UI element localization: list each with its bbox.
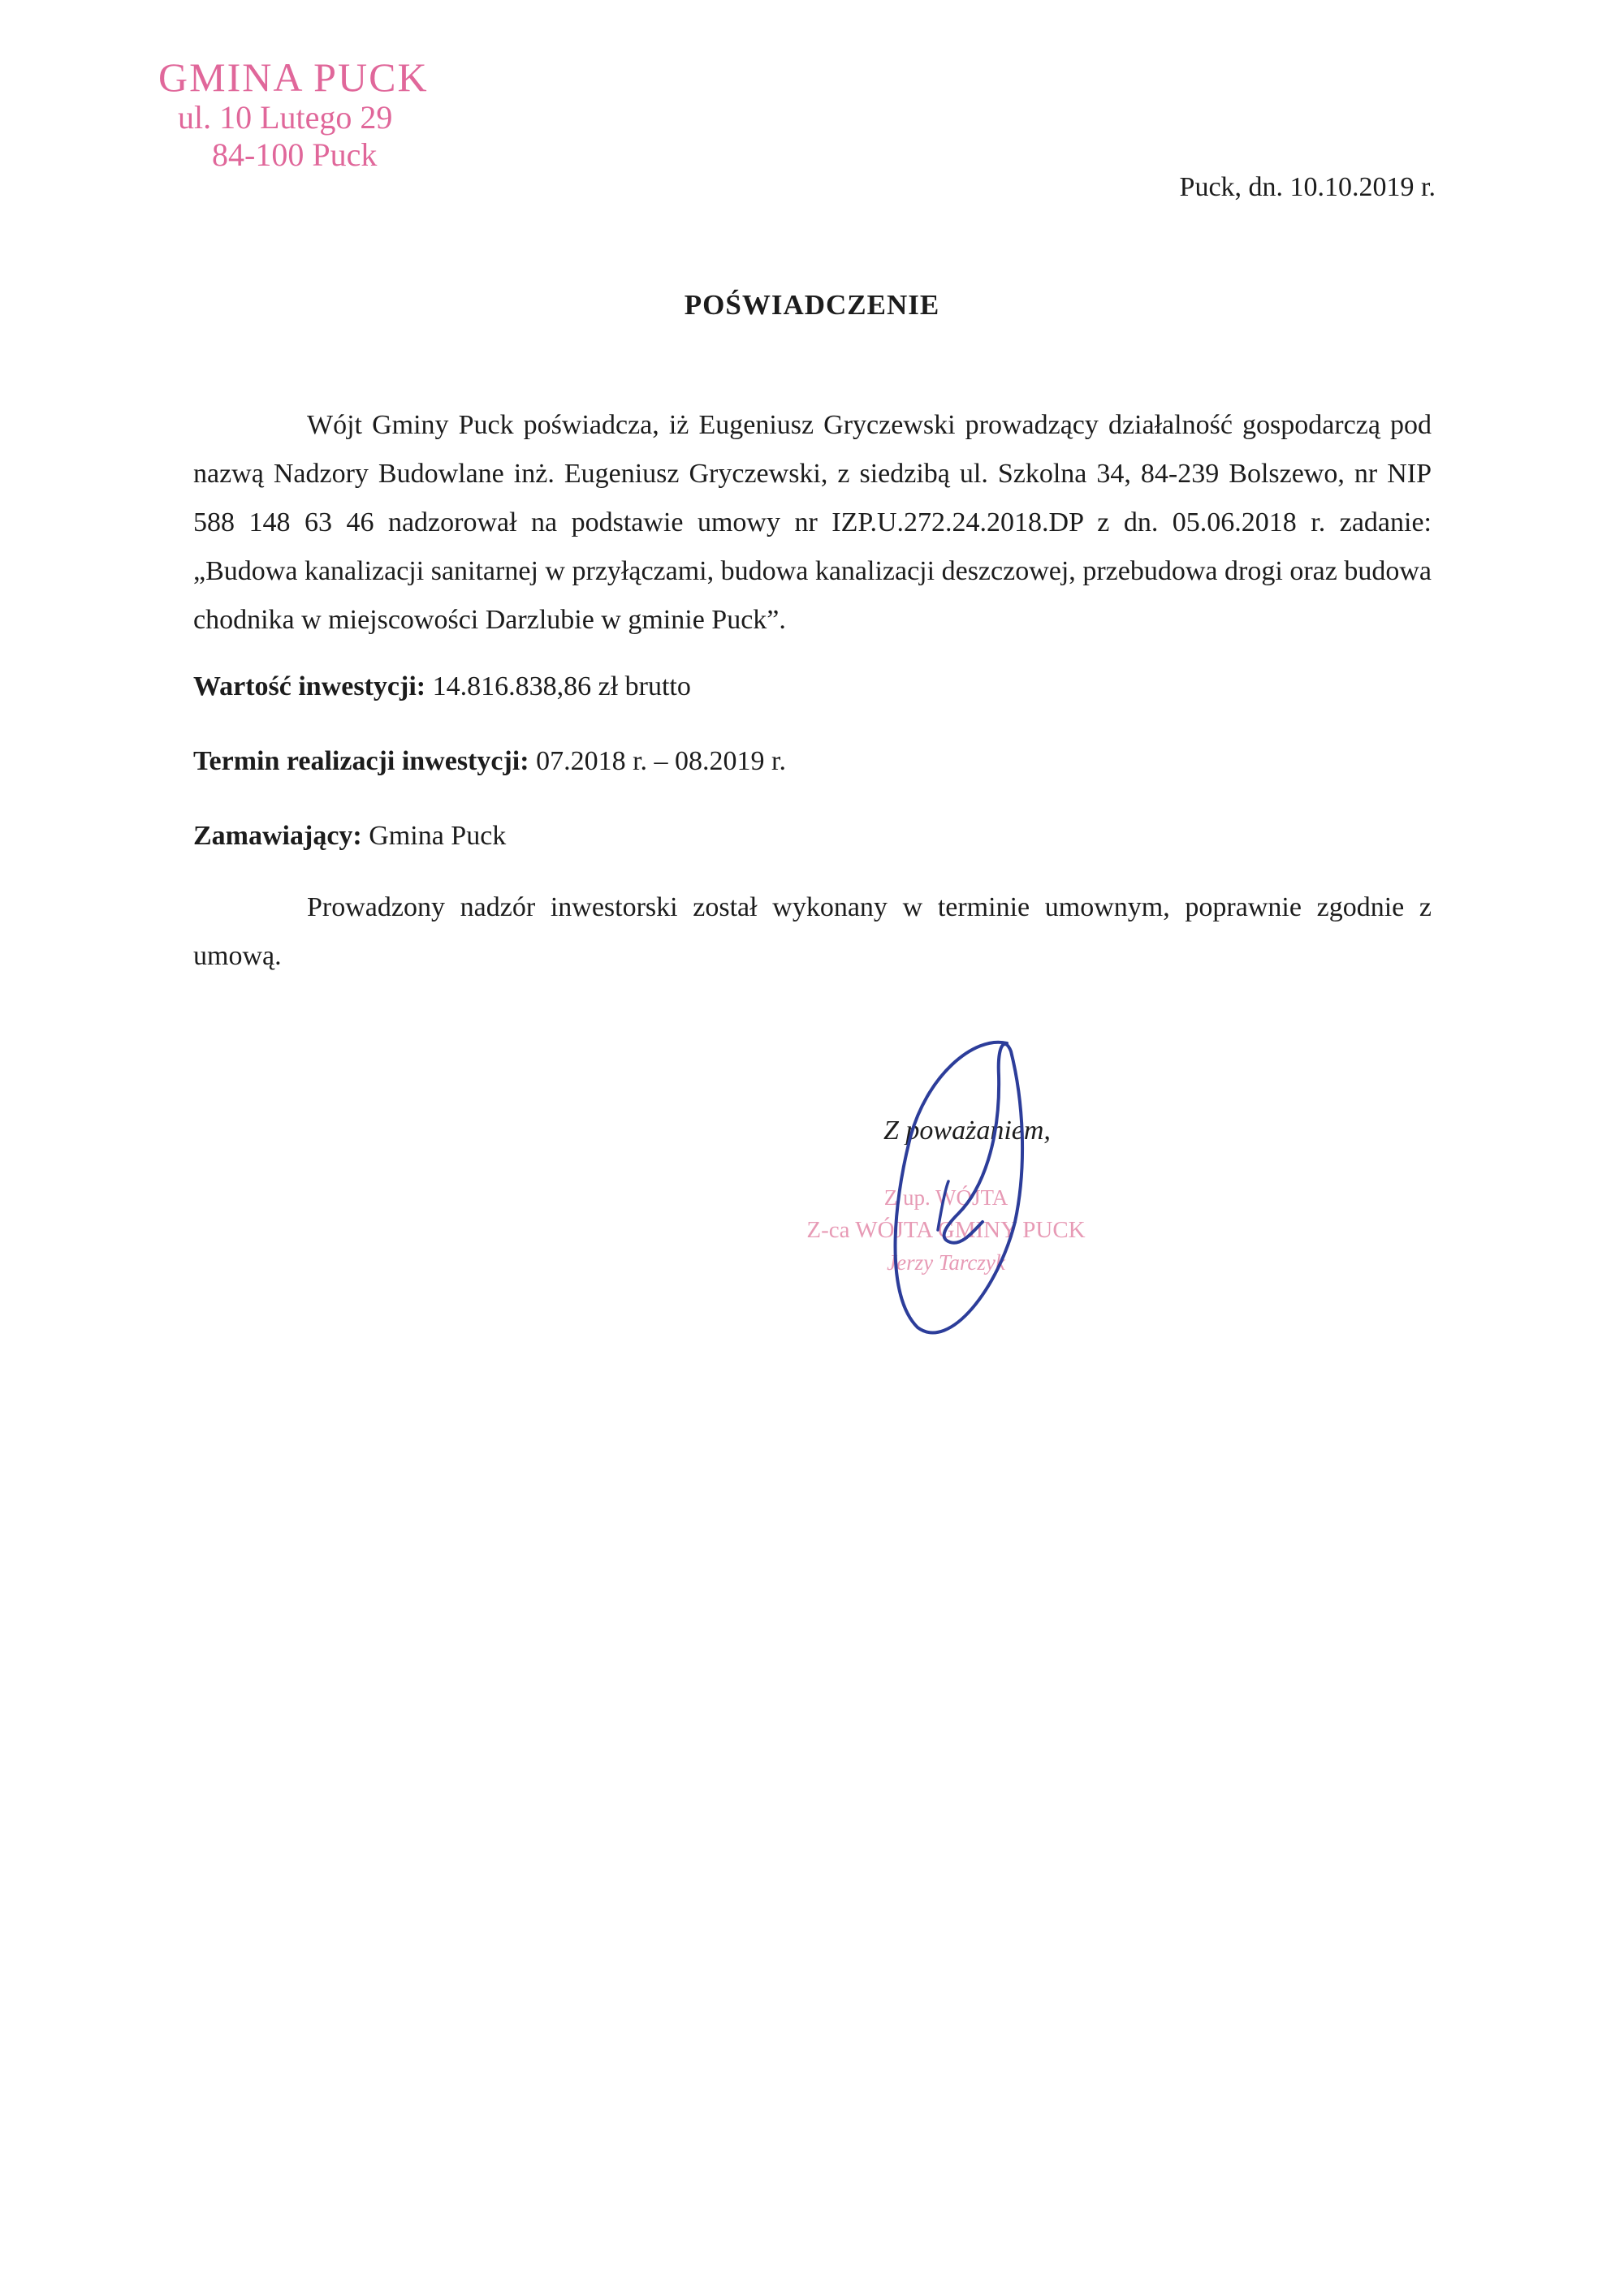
ordering-party-value: Gmina Puck [361, 821, 507, 851]
document-date: Puck, dn. 10.10.2019 r. [1179, 172, 1436, 202]
municipality-stamp [158, 55, 467, 174]
investment-value-label: Wartość inwestycji [193, 671, 417, 701]
stamp-line-1: GMINA PUCK [158, 54, 429, 100]
ordering-party-row [193, 812, 1432, 861]
investment-value-row: Wartość inwestycji: 14.816.838,86 zł brutto [193, 671, 691, 701]
supervision-paragraph: Prowadzony nadzór inwestorski został wykonany w terminie umownym, poprawnie zgodnie z umową. [193, 892, 1432, 971]
document-title: POŚWIADCZENIE [684, 289, 940, 321]
signatory-stamp-line-2: Z-ca WÓJTA GMINY PUCK [806, 1217, 1086, 1243]
certification-paragraph: Wójt Gminy Puck poświadcza, iż Eugeniusz Gryczewski prowadzący działalność gospodarczą pod nazwą Nadzory Budowlane inż. Eugeniusz Gryczewski, z siedzibą ul. Szkolna 34, 84-239 Bolszewo, nr NIP 588 148 63 46 nadzorował na podstawie umowy nr IZP.U.272.24.2018.DP z dn. 05.06.2018 r. zadanie: „Budowa kanalizacji sanitarnej w przyłączami, budowa kanalizacji deszczowej, przebudowa drogi oraz budowa chodnika w miejscowości Darzlubie w gminie Puck”. [193, 410, 1432, 635]
signatory-stamp-line-1: Z up. WÓJTA [883, 1185, 1009, 1210]
ordering-party-label: Zamawiający: [193, 821, 362, 851]
investment-value: 14.816.838,86 zł brutto [425, 671, 691, 701]
closing-phrase: Z poważaniem, [883, 1116, 1051, 1146]
document-body [193, 401, 1432, 981]
handwritten-signature [861, 1027, 1072, 1352]
realization-term-value: 07.2018 r. – 08.2019 r. [529, 746, 786, 776]
signatory-stamp-line-3: Jerzy Tarczyk [887, 1250, 1005, 1275]
realization-term-label: Termin realizacji inwestycji: [193, 746, 529, 776]
stamp-line-3: 84-100 Puck [212, 136, 378, 173]
stamp-line-2: ul. 10 Lutego 29 [178, 99, 393, 136]
realization-term-row [193, 737, 1432, 786]
